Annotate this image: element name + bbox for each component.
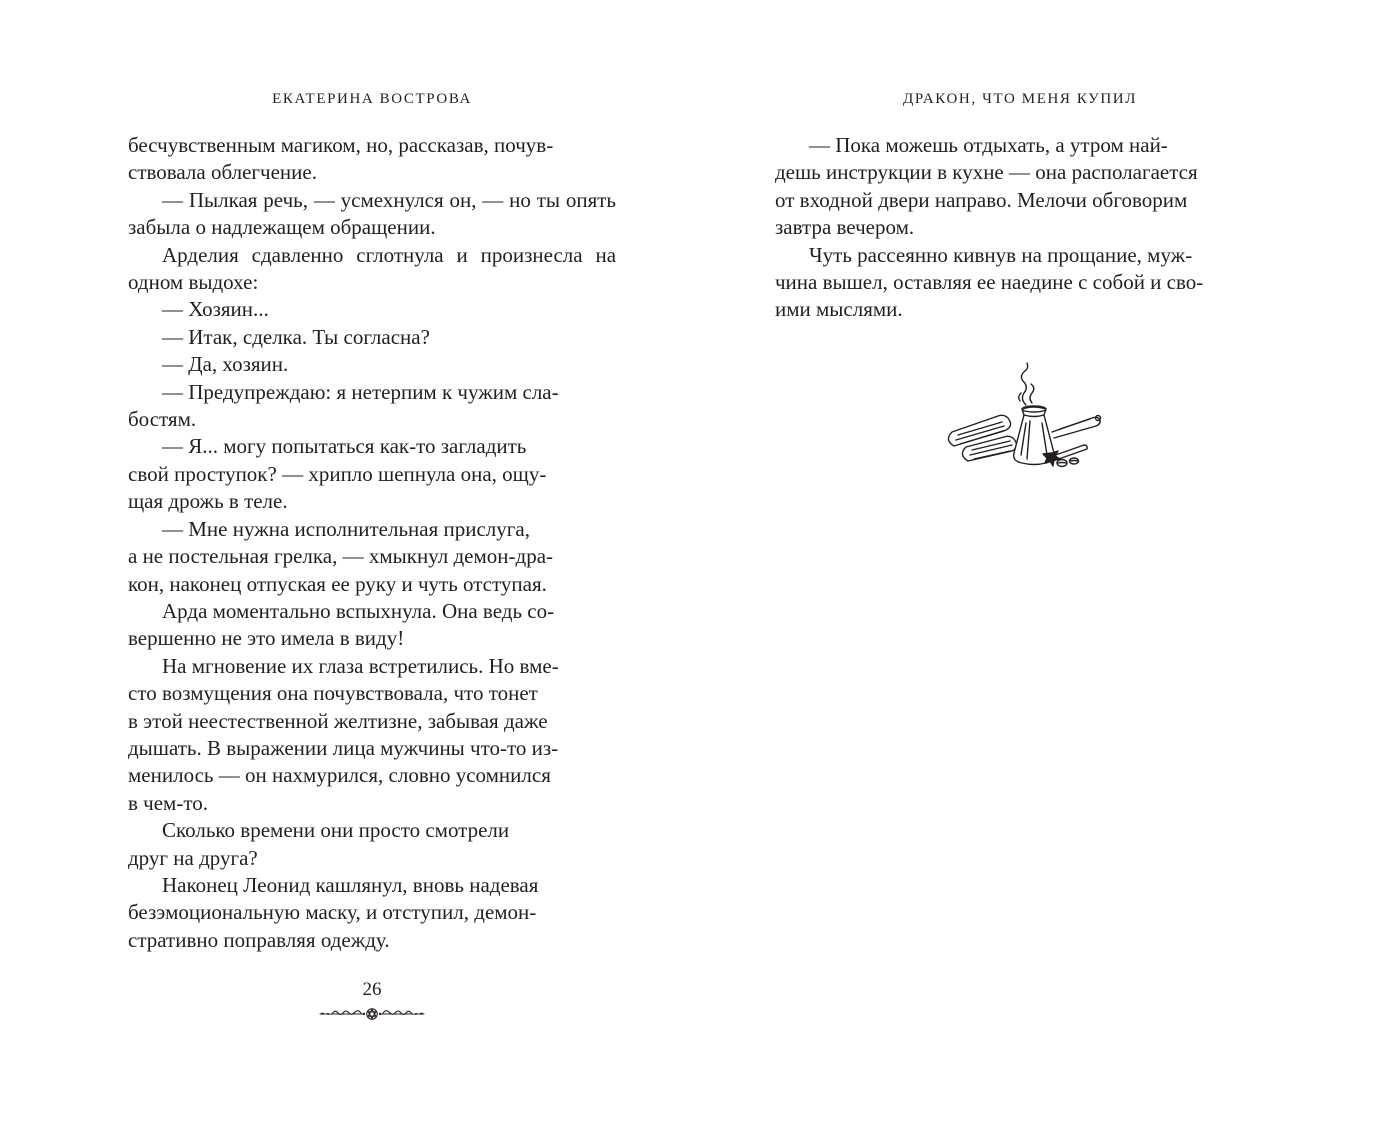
paragraph: Арда моментально вспыхнула. Она ведь со- вершенно не это имела в виду! [128,598,555,651]
left-page-body [128,132,616,954]
running-head-author: ЕКАТЕРИНА ВОСТРОВА [272,91,472,107]
page-flourish-icon [318,1006,426,1020]
paragraph: Наконец Леонид кашлянул, вновь надевая безэмоциональную маску, и отступил, демон- стративно поправляя одежду. [128,872,539,952]
coffee-pot-churros-illustration-icon [940,357,1106,475]
paragraph: — Предупреждаю: я нетерпим к чужим сла- бостям. [128,379,559,432]
paragraph: — Пока можешь отдыхать, а утром най- дешь инструкции в кухне — она располагается от входной двери направо. Мелочи обговорим завтра вечером. [775,133,1198,240]
paragraph: — Я... могу попытаться как-то загладить свой проступок? — хрипло шепнула она, ощу- щая дрожь в теле. [128,434,547,514]
paragraph: — Пылкая речь, — усмехнулся он, — но ты опять забыла о надлежащем обращении. [128,187,616,240]
page-number: 26 [362,979,382,1000]
paragraph: Сколько времени они просто смотрели друг на друга? [128,818,510,870]
running-head-title: ДРАКОН, ЧТО МЕНЯ КУПИЛ [902,91,1138,107]
paragraph: — Мне нужна исполнительная прислуга, а не постельная грелка, — хмыкнул демон-дра- кон, наконец отпуская ее руку и чуть отступая. [128,516,554,596]
paragraph: На мгновение их глаза встретились. Но вме- сто возмущения она почувствовала, что тонет в этой неестественной желтизне, забывая даже дышать. В выражении лица мужчины что-то из- менилось — он нахмурился, словно усомнился в чем-то. [128,653,559,815]
paragraph: — Хозяин... [162,297,269,322]
paragraph: Чуть рассеянно кивнув на прощание, муж- чина вышел, оставляя ее наедине с собой и сво- ими мыслями. [775,242,1204,322]
paragraph: — Итак, сделка. Ты согласна? [162,324,430,349]
right-page-body [775,132,1265,324]
paragraph: бесчувственным магиком, но, рассказав, почув- ствовала облегчение. [128,133,554,185]
paragraph: Арделия сдавленно сглотнула и произнесла на одном выдохе: [128,242,617,295]
paragraph: — Да, хозяин. [162,352,289,377]
